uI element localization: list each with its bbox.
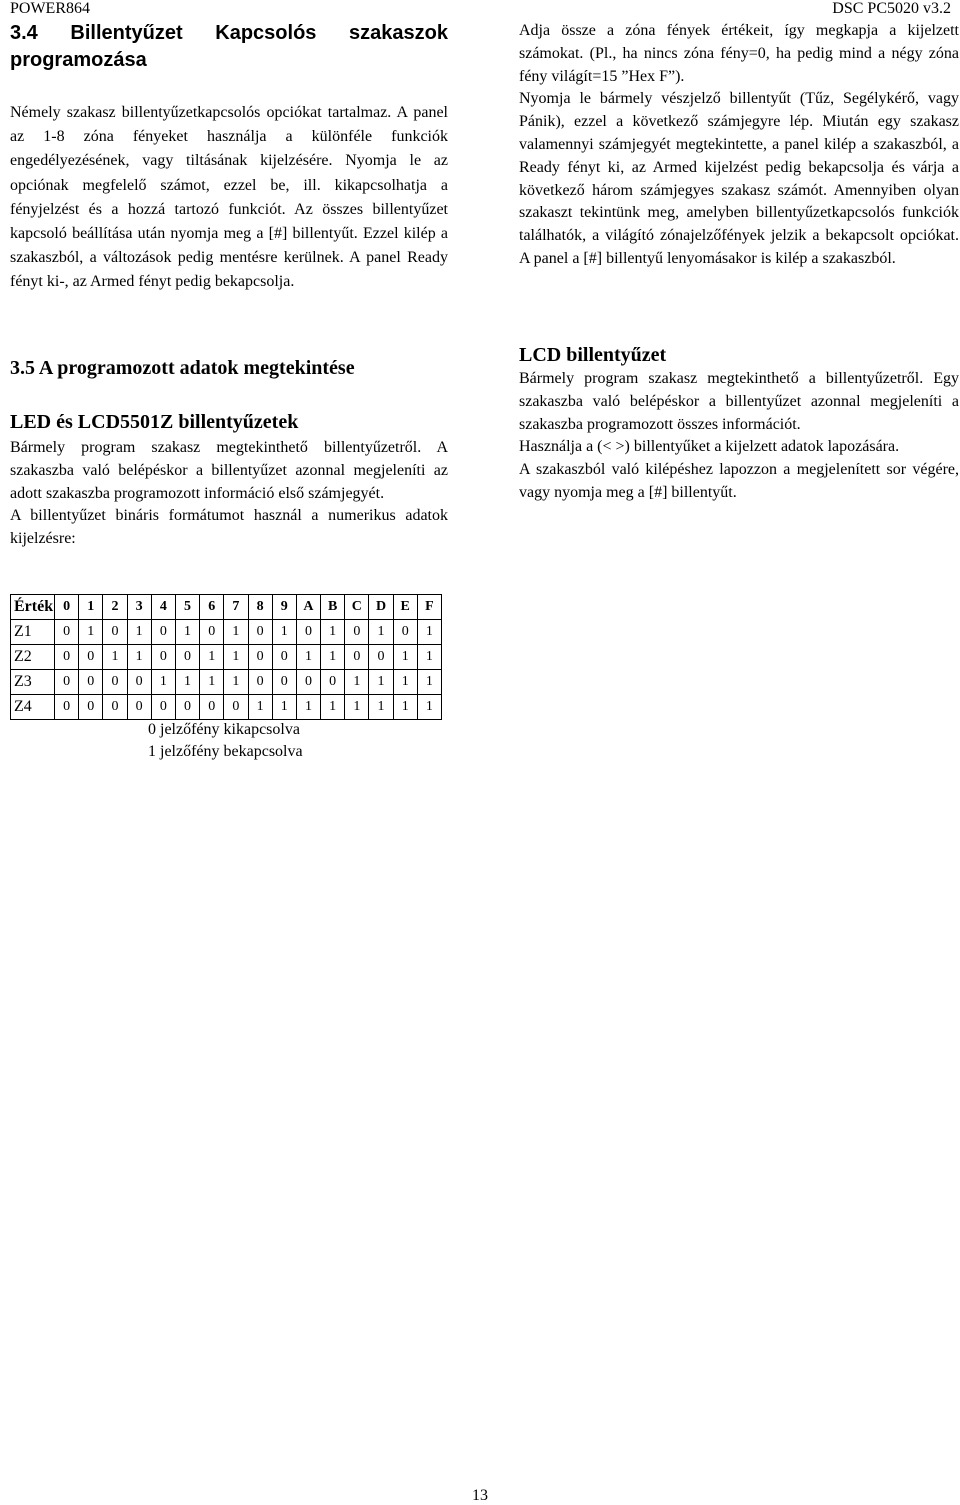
table-row (11, 620, 442, 645)
section-3-4-body (10, 101, 448, 295)
table-cell: 1 (393, 695, 417, 720)
section-3-4-title-line2: programozása (10, 49, 147, 71)
lcd-section-body (519, 368, 959, 505)
table-row-label: Z4 (11, 695, 55, 720)
lcd-keypad-title: LCD billentyűzet (519, 344, 667, 366)
section-3-4-paragraph: Némely szakasz billentyűzetkapcsolós opciókat tartalmaz. A panel az 1-8 zóna fényeket használja a különféle funkciók engedélyezésének, vagy tiltásának kijelzésére. Nyomja le az opciónak megfelelő számot, ezzel be, ill. kikapcsolhatja a fényjelzést és a hozzá tartozó funkciót. Az összes billentyűzet kapcsoló beállítása után nyomja meg a [#] billentyűt. Ezzel kilép a szakaszból, a változások pedig mentésre kerülnek. A panel Ready fényt ki-, az Armed fényt pedig bekapcsolja. (10, 104, 448, 291)
table-header-cell: 3 (127, 595, 151, 620)
table-cell: 0 (103, 670, 127, 695)
table-header-cell: A (296, 595, 320, 620)
table-cell: 1 (321, 620, 345, 645)
lcd-paragraph-3: A szakaszból való kilépéshez lapozzon a megjelenített sor végére, vagy nyomja meg a [#] billentyűt. (519, 461, 959, 501)
table-cell: 0 (55, 645, 79, 670)
table-cell: 1 (321, 645, 345, 670)
right-paragraph-1: Adja össze a zóna fények értékeit, így megkapja a kijelzett számokat. (Pl., ha nincs zóna fény=0, ha pedig mind a négy zóna fény világít=15 ”Hex F”). (519, 22, 959, 85)
table-cell: 0 (345, 620, 369, 645)
table-header-cell: 4 (151, 595, 175, 620)
table-cell: 1 (417, 695, 441, 720)
table-header-cell: 8 (248, 595, 272, 620)
table-cell: 0 (345, 645, 369, 670)
table-cell: 1 (369, 620, 393, 645)
table-cell: 1 (345, 695, 369, 720)
table-cell: 1 (103, 645, 127, 670)
table-header-cell: 2 (103, 595, 127, 620)
lcd-paragraph-2: Használja a (< >) billentyűket a kijelzett adatok lapozására. (519, 438, 900, 456)
table-cell: 0 (248, 645, 272, 670)
table-cell: 0 (224, 695, 248, 720)
table-cell: 0 (151, 645, 175, 670)
table-cell: 1 (393, 670, 417, 695)
table-cell: 0 (393, 620, 417, 645)
table-cell: 0 (55, 620, 79, 645)
header-model: DSC PC5020 v3.2 (832, 0, 951, 17)
section-3-5-title: 3.5 A programozott adatok megtekintése (10, 357, 355, 379)
table-cell: 0 (55, 670, 79, 695)
lcd-paragraph-1: Bármely program szakasz megtekinthető a billentyűzetről. Egy szakaszba való belépéskor a billentyűzet azonnal megjeleníti a szakaszba programozott összes információt. (519, 370, 959, 433)
table-row-label: Z3 (11, 670, 55, 695)
table-cell: 0 (175, 645, 199, 670)
table-cell: 0 (248, 620, 272, 645)
table-header-row (11, 595, 442, 620)
table-cell: 1 (248, 695, 272, 720)
page-number: 13 (472, 1487, 488, 1504)
table-cell: 1 (272, 620, 296, 645)
table-cell: 0 (272, 645, 296, 670)
table-cell: 1 (417, 620, 441, 645)
table-header-cell: 0 (55, 595, 79, 620)
table-cell: 1 (296, 695, 320, 720)
table-header-cell: B (321, 595, 345, 620)
table-cell: 1 (127, 645, 151, 670)
table-cell: 0 (127, 670, 151, 695)
table-cell: 0 (79, 695, 103, 720)
table-cell: 1 (417, 645, 441, 670)
table-cell: 1 (369, 670, 393, 695)
section-3-4-title-line1: 3.4 Billentyűzet Kapcsolós szakaszok (10, 22, 448, 44)
table-header-cell: 6 (200, 595, 224, 620)
table-header-cell: E (393, 595, 417, 620)
table-cell: 1 (127, 620, 151, 645)
header-product: POWER864 (10, 0, 90, 17)
table-cell: 1 (200, 645, 224, 670)
table-cell: 0 (296, 670, 320, 695)
table-header-cell: 1 (79, 595, 103, 620)
table-cell: 1 (321, 695, 345, 720)
table-row-label: Z2 (11, 645, 55, 670)
table-header-cell: 9 (272, 595, 296, 620)
table-cell: 0 (151, 620, 175, 645)
table-cell: 0 (369, 645, 393, 670)
table-cell: 1 (224, 645, 248, 670)
legend-on: 1 jelzőfény bekapcsolva (148, 743, 303, 760)
led-section-body (10, 437, 448, 551)
table-header-cell: 7 (224, 595, 248, 620)
table-row-label: Z1 (11, 620, 55, 645)
table-cell: 0 (272, 670, 296, 695)
table-cell: 0 (200, 620, 224, 645)
table-cell: 0 (127, 695, 151, 720)
table-header-cell: C (345, 595, 369, 620)
table-row (11, 670, 442, 695)
table-cell: 1 (417, 670, 441, 695)
table-cell: 1 (200, 670, 224, 695)
table-header-cell: F (417, 595, 441, 620)
table-cell: 1 (369, 695, 393, 720)
table-cell: 1 (224, 670, 248, 695)
table-cell: 0 (321, 670, 345, 695)
table-cell: 0 (151, 695, 175, 720)
table-cell: 1 (345, 670, 369, 695)
led-paragraph-2: A billentyűzet bináris formátumot használ a numerikus adatok kijelzésre: (10, 507, 448, 548)
table-cell: 1 (175, 620, 199, 645)
table-cell: 0 (296, 620, 320, 645)
table-cell: 0 (248, 670, 272, 695)
table-cell: 1 (151, 670, 175, 695)
table-cell: 1 (393, 645, 417, 670)
binary-format-table (10, 594, 442, 720)
table-cell: 0 (103, 620, 127, 645)
right-paragraph-2: Nyomja le bármely vészjelző billentyűt (Tűz, Segélykérő, vagy Pánik), ezzel a következő számjegyre lép. Miután egy szakasz valamennyi számjegyét megtekintette, a panel kilép a szakaszból, a Ready fényt ki, az Armed kijelzést pedig bekapcsolja és várja a következő három számjegyes szakasz számót. Amennyiben olyan szakaszt tekintünk meg, amelyben billentyűzetkapcsolós funkciók találhatók, a világító zónajelzőfények jelzik a bekapcsolt opciókat. A panel a [#] billentyű lenyomásakor is kilép a szakaszból. (519, 90, 959, 267)
led-paragraph-1: Bármely program szakasz megtekinthető billentyűzetről. A szakaszba való belépéskor a billentyűzet azonnal megjeleníti az adott szakaszba programozott információ első számjegyét. (10, 439, 448, 502)
table-cell: 0 (103, 695, 127, 720)
table-cell: 1 (224, 620, 248, 645)
table-cell: 0 (79, 670, 103, 695)
table-row (11, 695, 442, 720)
led-lcd5501z-title: LED és LCD5501Z billentyűzetek (10, 411, 299, 433)
table-cell: 0 (175, 695, 199, 720)
table-cell: 0 (79, 645, 103, 670)
table-cell: 1 (175, 670, 199, 695)
table-header-cell: D (369, 595, 393, 620)
table-cell: 1 (272, 695, 296, 720)
table-row (11, 645, 442, 670)
table-header-label: Érték (11, 595, 55, 620)
table-cell: 1 (79, 620, 103, 645)
table-header-cell: 5 (175, 595, 199, 620)
table-cell: 0 (55, 695, 79, 720)
section-3-4-title (10, 20, 448, 74)
table-cell: 0 (200, 695, 224, 720)
table-cell: 1 (296, 645, 320, 670)
right-column-body (519, 20, 959, 271)
legend-off: 0 jelzőfény kikapcsolva (148, 721, 300, 738)
